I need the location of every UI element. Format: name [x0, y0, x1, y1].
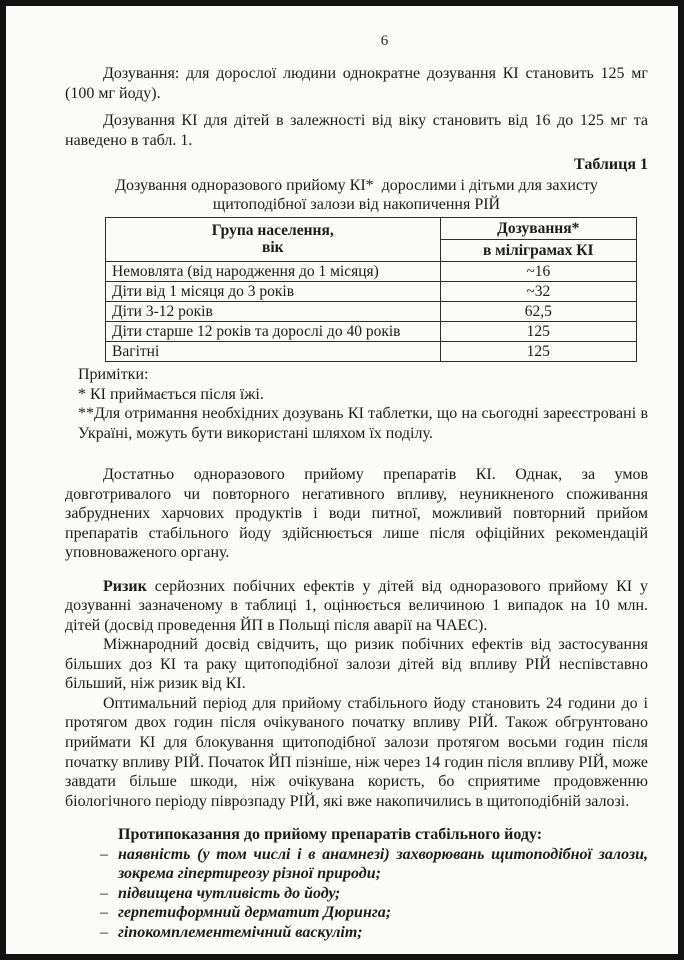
dose-cell: 125	[440, 342, 636, 362]
group-cell: Діти старше 12 років та дорослі до 40 років	[106, 322, 441, 342]
group-cell: Діти від 1 місяця до 3 років	[106, 282, 441, 302]
paragraph-dosing-children: Дозування КІ для дітей в залежності від віку становить від 16 до 125 мг та наведено в табл. 1.	[65, 112, 648, 149]
table-row	[106, 322, 637, 342]
contraindications-heading: Протипоказання до прийому препаратів стабільного йоду:	[118, 826, 543, 844]
list-item-text: підвищена чутливість до йоду;	[118, 884, 341, 902]
table-caption-line1: Дозування одноразового прийому КІ* дорослими і дітьми для захисту	[115, 176, 598, 194]
header-group-line1: Група населення,	[211, 222, 334, 240]
table-row	[106, 342, 637, 362]
list-dash-marker: –	[100, 904, 108, 922]
dose-cell: ~16	[440, 262, 636, 282]
note-after-meal: * КІ приймається після їжі.	[78, 385, 264, 403]
list-dash-marker: –	[100, 923, 108, 941]
header-group-line2: вік	[261, 239, 284, 257]
dose-cell: 62,5	[440, 302, 636, 322]
header-group-cell	[106, 217, 441, 261]
table-row	[106, 262, 637, 282]
header-dose-cell-top: Дозування*	[440, 217, 636, 239]
risk-lead-word: Ризик	[103, 577, 147, 595]
table-caption-line2: щитоподібної залози від накопичення РІЙ	[212, 196, 501, 214]
group-cell: Діти 3-12 років	[106, 302, 441, 322]
header-dose-cell-bottom: в міліграмах КІ	[440, 239, 636, 261]
list-item	[100, 923, 648, 943]
note-tablet-split: **Для отримання необхідних дозувань КІ таблетки, що на сьогодні зареєстровані в Україні, можуть бути використані шляхом їх поділу.	[78, 405, 648, 442]
notes-title: Примітки:	[78, 366, 149, 384]
paragraph-single-intake: Достатньо одноразового прийому препаратів КІ. Однак, за умов довготривалого чи повторного негативного впливу, неуникненого споживання забруднених харчових продуктів і води питної, можливий повторний прийом препаратів стабільного йоду здійснюється лише після офіційних рекомендацій уповноваженого органу.	[65, 466, 648, 562]
list-item	[100, 845, 648, 884]
table-notes	[78, 365, 648, 443]
list-item-text: наявність (у том числі і в анамнезі) захворювань щитоподібної залози, зокрема гіпертиреозу різної природи;	[118, 845, 648, 883]
dosing-table	[105, 217, 637, 362]
table-caption	[65, 176, 648, 215]
risk-rest-text: серйозних побічних ефектів у дітей від одноразового прийому КІ у дозуванні зазначеному в таблиці 1, оцінюється величиною 1 випадок на 10 млн. дітей (досвід проведення ЙП в Польщі після аварії на ЧАЕС).	[65, 577, 648, 634]
list-item	[100, 903, 648, 923]
dose-cell: 125	[440, 322, 636, 342]
paragraph-international-experience: Міжнародний досвід свідчить, що ризик побічних ефектів від застосування більших доз КІ та раку щитоподібної залози дітей від впливу РІЙ неспівставно більший, ніж ризик від КІ.	[65, 636, 648, 693]
table-row	[106, 302, 637, 322]
table-header-row-1	[106, 217, 637, 239]
document-page	[6, 6, 678, 954]
group-cell: Немовлята (від народження до 1 місяця)	[106, 262, 441, 282]
contraindications-list	[100, 845, 648, 943]
table-row	[106, 282, 637, 302]
paragraph-optimal-period: Оптимальний період для прийому стабільного йоду становить 24 години до і протягом двох годин після очікуваного початку впливу РІЙ. Також обгрунтовано приймати КІ для блокування щитоподібної залози протягом восьми годин після початку впливу РІЙ. Початок ЙП пізніше, ніж через 14 годин після впливу РІЙ, може завдати більше шкоди, ніж очікувана користь, бо сприятиме продовженню біологічного періоду піврозпаду РІЙ, які вже накопичились в щитоподібній залозі.	[65, 694, 648, 810]
table-label: Таблиця 1	[574, 156, 648, 174]
list-dash-marker: –	[100, 845, 108, 863]
page-number: 6	[380, 33, 389, 49]
dose-cell: ~32	[440, 282, 636, 302]
group-cell: Вагітні	[106, 342, 441, 362]
list-item	[100, 884, 648, 904]
paragraph-risk	[65, 577, 648, 636]
list-item-text: герпетиформний дерматит Дюринга;	[118, 904, 392, 922]
paragraph-dosing-adult: Дозування: для дорослої людини однократне дозування КІ становить 125 мг (100 мг йоду).	[65, 65, 648, 102]
list-dash-marker: –	[100, 884, 108, 902]
list-item-text: гіпокомплементемічний васкуліт;	[118, 923, 363, 941]
